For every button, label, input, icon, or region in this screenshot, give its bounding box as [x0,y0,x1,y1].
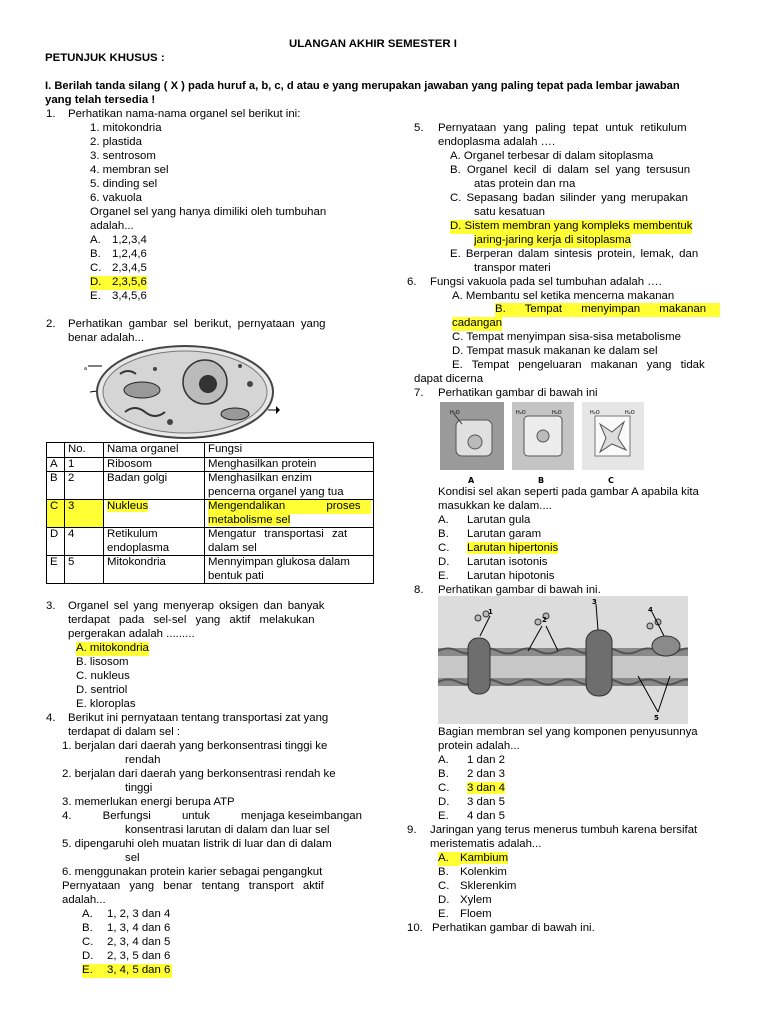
q4-stem: Pernyataan yang benar tentang transport aktif [62,880,324,892]
q4-statement: sel [125,852,140,864]
option-text: 2 dan 3 [467,768,506,780]
option-letter: A. [438,852,460,866]
q3-option-b[interactable]: B. lisosom [76,656,129,668]
option-letter: A. [438,514,449,526]
q5-option-c-cont: satu kesatuan [474,206,545,218]
q6-option-d[interactable]: D. Tempat masuk makanan ke dalam sel [452,345,658,357]
table-row[interactable] [47,457,374,472]
table-row-correct[interactable] [47,500,374,528]
membrane-label-3: 3 [592,598,597,606]
option-text: 3 dan 5 [467,796,506,808]
option-text: Larutan garam [467,528,542,540]
q3-text: Organel sel yang menyerap oksigen dan banyak [68,600,325,612]
option-text: 1, 2, 3 dan 4 [107,908,171,920]
q9-number: 9. [407,824,417,836]
q7-option-c[interactable] [438,542,558,556]
q4-option-b[interactable] [82,922,170,936]
fig-label-b: B [538,476,545,485]
option-letter: E. [82,964,93,976]
option-text: 1 dan 2 [467,754,506,766]
q9-option-e[interactable] [438,908,492,922]
option-letter: C. [438,880,450,892]
q4-option-a[interactable] [82,908,170,922]
water-label: H₂O [552,410,562,416]
water-label: H₂O [450,410,460,416]
q5-option-b[interactable]: B. Organel kecil di dalam sel yang tersusun [450,164,691,176]
option-text: 4 dan 5 [467,810,506,822]
option-letter: B. [90,248,101,260]
function-word: Menghasilkan enzim [208,472,312,484]
organel-table [46,442,374,584]
option-letter: C. [438,782,450,794]
q5-option-c[interactable]: C. Sepasang badan silinder yang merupakan [450,192,688,204]
q3-option-c[interactable]: C. nukleus [76,670,130,682]
cell-membrane-figure [438,596,688,724]
membrane-label-4: 4 [648,606,653,614]
q6-option-e[interactable]: E. Tempat pengeluaran makanan yang tidak [452,359,705,371]
q1-item: 2. plastida [90,136,142,148]
q3-text: terdapat pada sel-sel yang aktif melakukan [68,614,315,626]
option-text: 1, 3, 4 dan 6 [107,922,171,934]
animal-cell-figure [80,344,280,444]
q2-text: benar adalah... [68,332,144,344]
instruction-line-1: I. Berilah tanda silang ( X ) pada huruf a, b, c, d atau e yang merupakan jawaban yang paling tepat pada lembar jawaban [45,80,680,92]
q6-option-b-correct[interactable]: B. Tempat menyimpan makanan [495,303,720,317]
membrane-label-5: 5 [654,714,659,722]
q4-option-e-correct[interactable] [82,964,172,978]
q3-option-a-correct[interactable]: A. mitokondria [76,642,149,654]
row-name: Ribosom [104,457,205,472]
option-text-correct: Larutan hipertonis [467,542,559,554]
q4-number: 4. [46,712,56,724]
row-name: Mitokondria [104,556,205,584]
row-name [104,500,205,528]
row-name-text: Nukleus [107,500,149,512]
q4-s4-word: menjaga keseimbangan [241,810,362,822]
row-function [205,556,374,584]
q4-text: terdapat di dalam sel : [68,726,181,738]
option-text: 3, 4, 5 dan 6 [107,964,171,976]
q5-option-d-cont: jaring-jaring kerja di sitoplasma [474,234,632,246]
q6-option-a[interactable]: A. Membantu sel ketika mencerna makanan [452,290,675,302]
q4-statement: 1. berjalan dari daerah yang berkonsentrasi tinggi ke [62,740,328,752]
q1-item: 1. mitokondria [90,122,162,134]
option-letter: E. [438,908,449,920]
table-row[interactable] [47,472,374,500]
row-no: 3 [65,500,104,528]
osmosis-cells-figure [440,402,646,486]
row-name [104,528,205,556]
q1-option-e[interactable] [90,290,147,304]
q9-option-b[interactable] [438,866,507,880]
option-letter: D. [90,276,102,288]
q6-option-e-cont: dapat dicerna [414,373,484,385]
option-letter: B. [438,866,449,878]
q9-text: meristematis adalah... [430,838,542,850]
option-text: 1,2,4,6 [112,248,147,260]
option-letter: A. [438,754,449,766]
q4-statement: konsentrasi larutan di dalam dan luar sel [125,824,330,836]
option-text: Larutan gula [467,514,531,526]
option-letter: B. [82,922,93,934]
function-line-2-text: metabolisme sel [208,513,291,526]
membrane-label-2: 2 [542,616,547,624]
q5-option-b-cont: atas protein dan rna [474,178,576,190]
option-letter: D. [82,950,94,962]
q1-option-d-correct[interactable] [90,276,147,290]
option-text: 2,3,5,6 [112,276,147,288]
row-function [205,472,374,500]
function-line-2: bentuk pati [208,569,264,582]
q9-option-a[interactable] [438,852,508,866]
option-letter: B. [438,768,449,780]
q4-text: Berikut ini pernyataan tentang transportasi zat yang [68,712,329,724]
q9-option-d[interactable] [438,894,492,908]
q5-number: 5. [414,122,424,134]
table-row[interactable] [47,528,374,556]
option-text: Xylem [460,894,492,906]
option-text: 2, 3, 5 dan 6 [107,950,171,962]
q5-option-e[interactable]: E. Berperan dalam sintesis protein, lemak, dan [450,248,699,260]
row-no: 2 [65,472,104,500]
q8-stem: Bagian membran sel yang komponen penyusunnya [438,726,698,738]
row-letter: B [47,472,65,500]
q1-item: 6. vakuola [90,192,142,204]
row-letter: A [47,457,65,472]
q7-option-e[interactable] [438,570,554,584]
option-text: 2, 3, 4 dan 5 [107,936,171,948]
option-letter: A. [82,908,93,920]
table-header-cell [47,443,65,458]
option-letter: E. [438,810,449,822]
page-title: ULANGAN AKHIR SEMESTER I [289,38,457,50]
q5-option-e-cont: transpor materi [474,262,551,274]
option-letter: D. [438,796,450,808]
q4-s4-word: untuk [181,810,210,822]
q1-item: 3. sentrosom [90,150,156,162]
function-line-1: Mengatur transportasi zat [208,528,348,540]
protein-1 [468,638,490,694]
q4-statement [62,810,362,824]
q8-option-d[interactable] [438,796,505,810]
fig-label-c: C [608,476,614,485]
q3-text: pergerakan adalah ......... [68,628,195,640]
option-text-correct: Kambium [460,852,509,864]
q9-text: Jaringan yang terus menerus tumbuh karena bersifat [430,824,698,836]
function-line-1: Mengendalikan proses [208,500,371,514]
q9-option-c[interactable] [438,880,516,894]
option-letter: B. [438,528,449,540]
q1-item: 4. membran sel [90,164,169,176]
membrane-label-1: 1 [488,608,493,616]
q3-option-d[interactable]: D. sentriol [76,684,128,696]
q7-option-b[interactable] [438,528,541,542]
option-text: 3,4,5,6 [112,290,147,302]
table-row[interactable] [47,556,374,584]
q2-number: 2. [46,318,56,330]
option-text: Larutan hipotonis [467,570,555,582]
fig-label-a: A [468,476,475,485]
function-line-2: dalam sel [208,541,257,554]
table-header-cell: No. [65,443,104,458]
option-letter: C. [90,262,102,274]
q7-option-d[interactable] [438,556,547,570]
q10-text: Perhatikan gambar di bawah ini. [432,922,595,934]
option-text-correct: 3 dan 4 [467,782,506,794]
q7-option-a[interactable] [438,514,530,528]
water-label: H₂O [590,410,600,416]
q4-s4-word: 4. [62,810,72,822]
q4-statement: 5. dipengaruhi oleh muatan listrik di luar dan di dalam [62,838,332,850]
q8-option-a[interactable] [438,754,505,768]
q4-option-c[interactable] [82,936,170,950]
q5-option-d-correct[interactable]: D. Sistem membran yang kompleks membentuk [450,220,693,232]
q8-stem: protein adalah... [438,740,520,752]
q8-option-c[interactable] [438,782,505,796]
q3-number: 3. [46,600,56,612]
q3-option-e[interactable]: E. kloroplas [76,698,136,710]
water-label: H₂O [625,410,635,416]
q5-text: endoplasma adalah …. [438,136,556,148]
q1-option-c[interactable] [90,262,147,276]
q7-stem: Kondisi sel akan seperti pada gambar A apabila kita [438,486,699,498]
option-text: Larutan isotonis [467,556,548,568]
q2-text: Perhatikan gambar sel berikut, pernyataan yang [68,318,326,330]
q6-number: 6. [407,276,417,288]
q1-number: 1. [46,108,56,120]
q4-statement: 6. menggunakan protein karier sebagai pengangkut [62,866,323,878]
row-name-line-2: endoplasma [107,541,170,554]
function-line-1: Mennyimpan glukosa dalam [208,556,350,568]
option-letter: E. [90,290,101,302]
q8-option-e[interactable] [438,810,505,824]
q7-text: Perhatikan gambar di bawah ini [438,387,598,399]
q5-text: Pernyataan yang paling tepat untuk retikulum [438,122,687,134]
q7-number: 7. [414,387,424,399]
row-name-line-1: Retikulum [107,528,158,540]
row-function: Menghasilkan protein [205,457,374,472]
q5-option-a[interactable]: A. Organel terbesar di dalam sitoplasma [450,150,654,162]
q1-item: 5. dinding sel [90,178,158,190]
option-text: Floem [460,908,492,920]
instruction-line-2: yang telah tersedia ! [45,94,156,106]
q7-stem: masukkan ke dalam.... [438,500,552,512]
q4-statement: 2. berjalan dari daerah yang berkonsentrasi rendah ke [62,768,336,780]
q6-text: Fungsi vakuola pada sel tumbuhan adalah …. [430,276,662,288]
petunjuk-heading: PETUNJUK KHUSUS : [45,52,165,64]
q1-stem: adalah... [90,220,134,232]
q1-text: Perhatikan nama-nama organel sel berikut ini: [68,108,301,120]
q1-stem: Organel sel yang hanya dimiliki oleh tumbuhan [90,206,327,218]
q10-number: 10. [407,922,423,934]
option-letter: D. [438,894,450,906]
row-function [205,500,374,528]
q4-statement: tinggi [125,782,153,794]
table-header-cell: Nama organel [104,443,205,458]
option-text: 1,2,3,4 [112,234,147,246]
option-letter: D. [438,556,450,568]
water-label: H₂O [516,410,526,416]
table-header-cell: Fungsi [205,443,374,458]
row-letter: C [47,500,65,528]
option-letter: C. [438,542,450,554]
q8-option-b[interactable] [438,768,505,782]
q8-text: Perhatikan gambar di bawah ini. [438,584,601,596]
row-function [205,528,374,556]
row-no: 5 [65,556,104,584]
table-header-row [47,443,374,458]
q6-option-b-cont: cadangan [452,317,503,329]
q4-statement: 3. memerlukan energi berupa ATP [62,796,235,808]
function-line-2: pencerna organel yang tua [208,485,344,498]
row-no: 1 [65,457,104,472]
q6-option-c[interactable]: C. Tempat menyimpan sisa-sisa metabolisme [452,331,681,343]
option-text: 2,3,4,5 [112,262,147,274]
q8-number: 8. [414,584,424,596]
option-text: Sklerenkim [460,880,517,892]
function-line-2 [208,514,371,528]
q4-s4-word: Berfungsi [102,810,151,822]
q1-option-a[interactable] [90,234,147,248]
row-letter: D [47,528,65,556]
fig-label: a [84,366,88,372]
option-text: Kolenkim [460,866,507,878]
q4-stem: adalah... [62,894,106,906]
q4-statement: rendah [125,754,161,766]
row-name: Badan golgi [104,472,205,500]
q4-option-d[interactable] [82,950,170,964]
q1-option-b[interactable] [90,248,147,262]
option-letter: A. [90,234,101,246]
row-no: 4 [65,528,104,556]
row-letter: E [47,556,65,584]
option-letter: E. [438,570,449,582]
option-letter: C. [82,936,94,948]
protein-3 [586,630,612,696]
